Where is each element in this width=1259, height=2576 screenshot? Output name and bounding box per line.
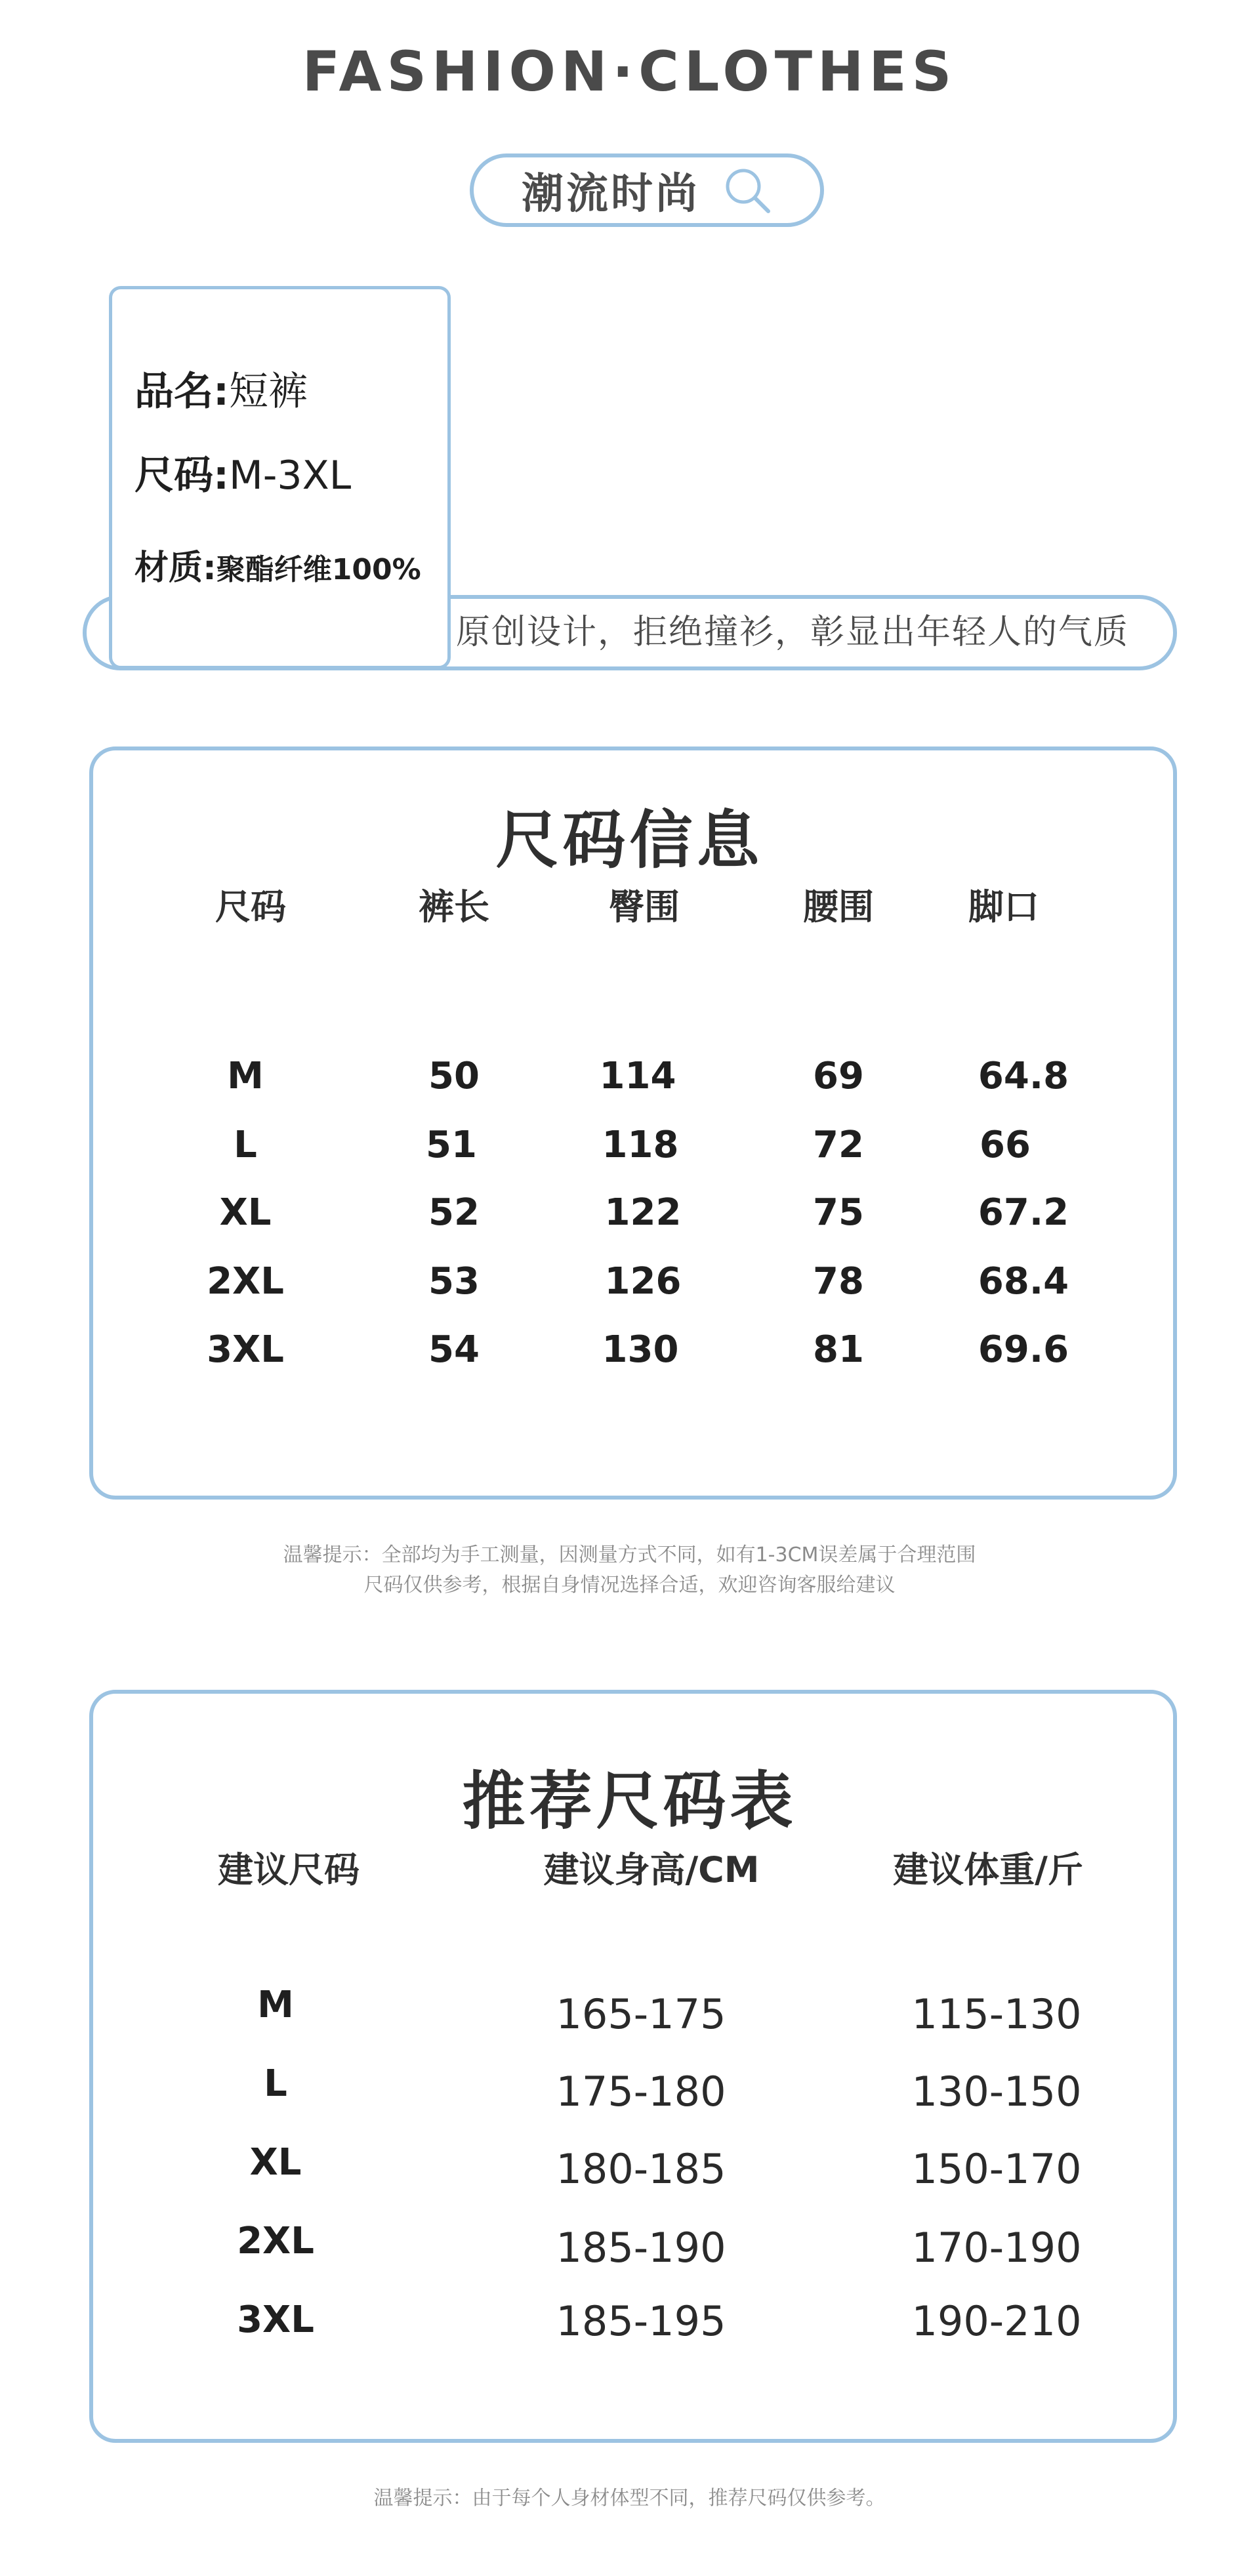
table-cell: 75 <box>813 1191 864 1234</box>
product-size-row <box>134 444 351 501</box>
table-cell: 180-185 <box>556 2145 726 2193</box>
table-cell: 54 <box>428 1328 480 1371</box>
table-cell: 3XL <box>207 1328 284 1371</box>
table-cell: 150-170 <box>911 2145 1082 2193</box>
table-cell: 81 <box>813 1328 864 1371</box>
size-header-cell: 尺码 <box>215 886 286 928</box>
search-icon <box>722 165 772 215</box>
slogan-text: 原创设计，拒绝撞衫，彰显出年轻人的气质 <box>456 613 1130 652</box>
recommend-note: 温馨提示：由于每个人身材体型不同，推荐尺码仅供参考。 <box>373 2487 886 2510</box>
product-info-card <box>109 286 451 669</box>
hip-header-cell: 臀围 <box>609 886 680 928</box>
product-name-key: 品名: <box>134 369 229 415</box>
table-cell: 3XL <box>237 2299 314 2341</box>
table-cell: 68.4 <box>978 1260 1069 1303</box>
hem-header-cell: 脚口 <box>968 886 1039 928</box>
table-cell: 130 <box>602 1328 679 1371</box>
table-cell: 51 <box>426 1124 477 1166</box>
table-cell: 66 <box>980 1124 1031 1166</box>
waist-header-cell: 腰围 <box>803 886 874 928</box>
recommend-size-title: 推荐尺码表 <box>462 1765 797 1838</box>
size-info-title: 尺码信息 <box>495 804 764 877</box>
table-cell: 122 <box>604 1191 682 1234</box>
table-cell: 190-210 <box>911 2297 1082 2345</box>
table-cell: M <box>227 1055 264 1097</box>
table-cell: 2XL <box>207 1260 284 1303</box>
table-cell: XL <box>249 2141 302 2184</box>
recommend-weight-header-cell: 建议体重/斤 <box>893 1849 1083 1891</box>
page-title: FASHION·CLOTHES <box>302 39 957 104</box>
table-cell: 72 <box>813 1124 864 1166</box>
search-pill <box>470 153 824 227</box>
product-material-key: 材质: <box>134 548 217 588</box>
product-size-value: M-3XL <box>229 453 352 499</box>
table-cell: 50 <box>428 1055 480 1097</box>
size-info-note-line2: 尺码仅供参考，根据自身情况选择合适，欢迎咨询客服给建议 <box>363 1574 896 1597</box>
table-cell: 175-180 <box>556 2068 726 2116</box>
table-cell: XL <box>219 1191 272 1234</box>
table-cell: 64.8 <box>978 1055 1069 1097</box>
table-cell: 2XL <box>237 2220 314 2262</box>
table-cell: 115-130 <box>911 1990 1082 2038</box>
table-cell: 52 <box>428 1191 480 1234</box>
table-cell: 69 <box>813 1055 864 1097</box>
table-cell: M <box>257 1984 294 2026</box>
table-cell: 165-175 <box>556 1990 726 2038</box>
table-cell: 126 <box>604 1260 682 1303</box>
table-cell: 53 <box>428 1260 480 1303</box>
product-name-value: 短裤 <box>229 369 308 415</box>
table-cell: 67.2 <box>978 1191 1069 1234</box>
table-cell: L <box>234 1124 257 1166</box>
table-cell: 130-150 <box>911 2068 1082 2116</box>
table-cell: 185-190 <box>556 2224 726 2272</box>
product-name-row <box>134 360 308 417</box>
table-cell: 114 <box>599 1055 676 1097</box>
table-cell: 118 <box>602 1124 679 1166</box>
recommend-size-header-cell: 建议尺码 <box>218 1849 360 1891</box>
table-cell: 170-190 <box>911 2224 1082 2272</box>
length-header-cell: 裤长 <box>419 886 489 928</box>
size-info-note-line1: 温馨提示：全部均为手工测量，因测量方式不同，如有1-3CM误差属于合理范围 <box>283 1544 976 1566</box>
product-material-value: 聚酯纤维100% <box>216 553 421 586</box>
product-size-key: 尺码: <box>134 453 229 499</box>
recommend-height-header-cell: 建议身高/CM <box>543 1849 760 1891</box>
table-cell: L <box>264 2062 287 2105</box>
product-material-row <box>134 540 421 589</box>
table-cell: 78 <box>813 1260 864 1303</box>
table-cell: 69.6 <box>978 1328 1069 1371</box>
search-pill-label: 潮流时尚 <box>522 170 700 218</box>
table-cell: 185-195 <box>556 2297 726 2345</box>
